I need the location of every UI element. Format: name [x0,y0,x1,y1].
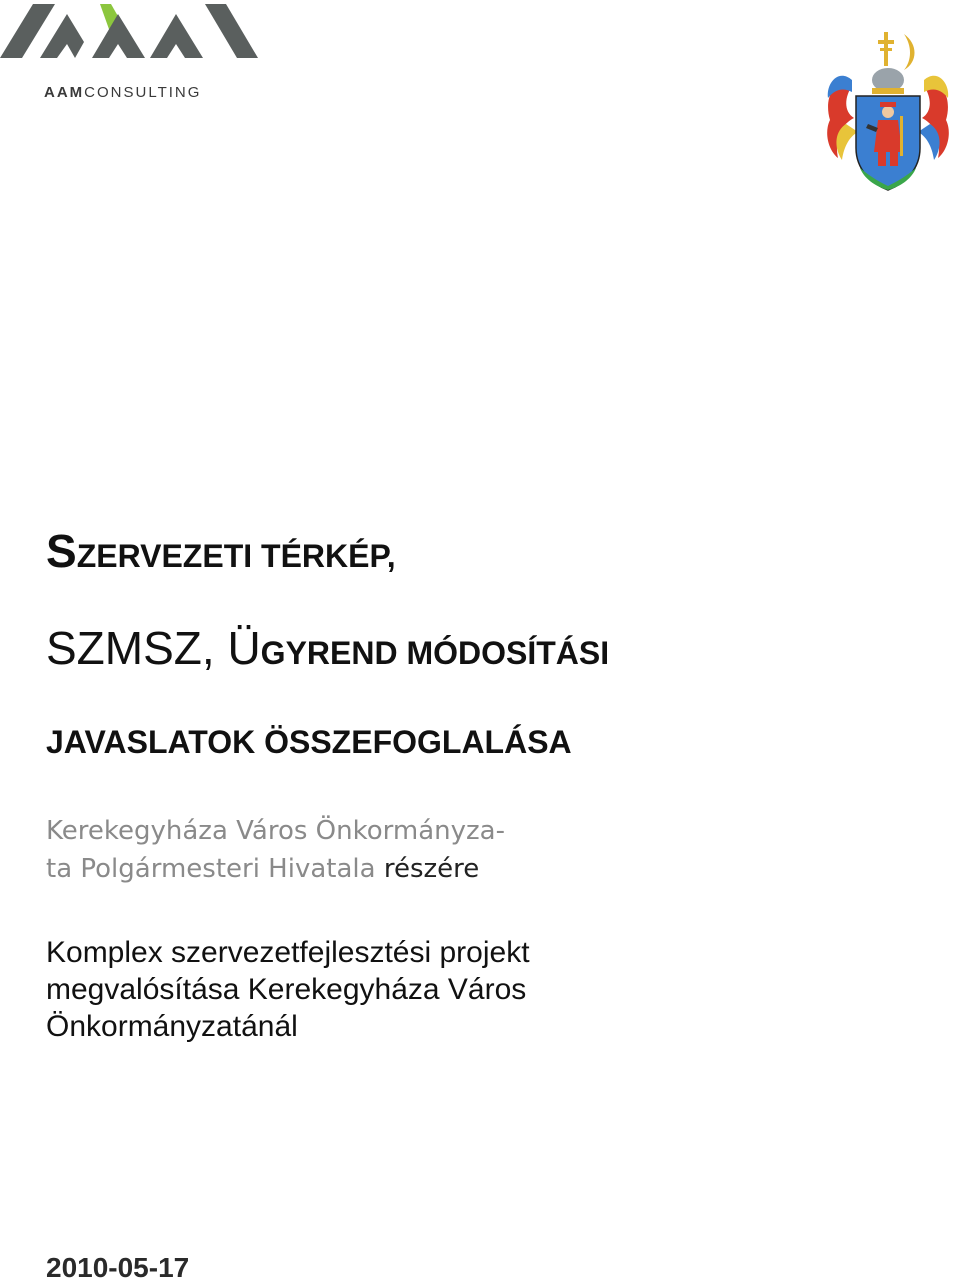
recipient-line-2: ta Polgármesteri Hivatala részére [46,854,480,884]
project-description [46,934,530,1045]
recipient-line-1: Kerekegyháza Város Önkormányza- [46,816,505,846]
project-line-3: Önkormányzatánál [46,1010,298,1043]
coat-of-arms-icon [822,28,954,196]
title-line-3: JAVASLATOK ÖSSZEFOGLALÁSA [46,724,572,760]
aam-consulting-logo [0,0,260,110]
recipient-text [46,812,505,888]
document-title [46,520,926,762]
aam-logo-icon [0,0,260,64]
document-date: 2010-05-17 [46,1252,190,1283]
logo-wordmark: AAMCONSULTING [44,84,202,101]
title-line-1: SZERVEZETI TÉRKÉP, [46,525,396,577]
project-line-2: megvalósítása Kerekegyháza Város [46,973,527,1006]
project-line-1: Komplex szervezetfejlesztési projekt [46,936,530,969]
title-line-2: SZMSZ, ÜGYREND MÓDOSÍTÁSI [46,622,610,674]
